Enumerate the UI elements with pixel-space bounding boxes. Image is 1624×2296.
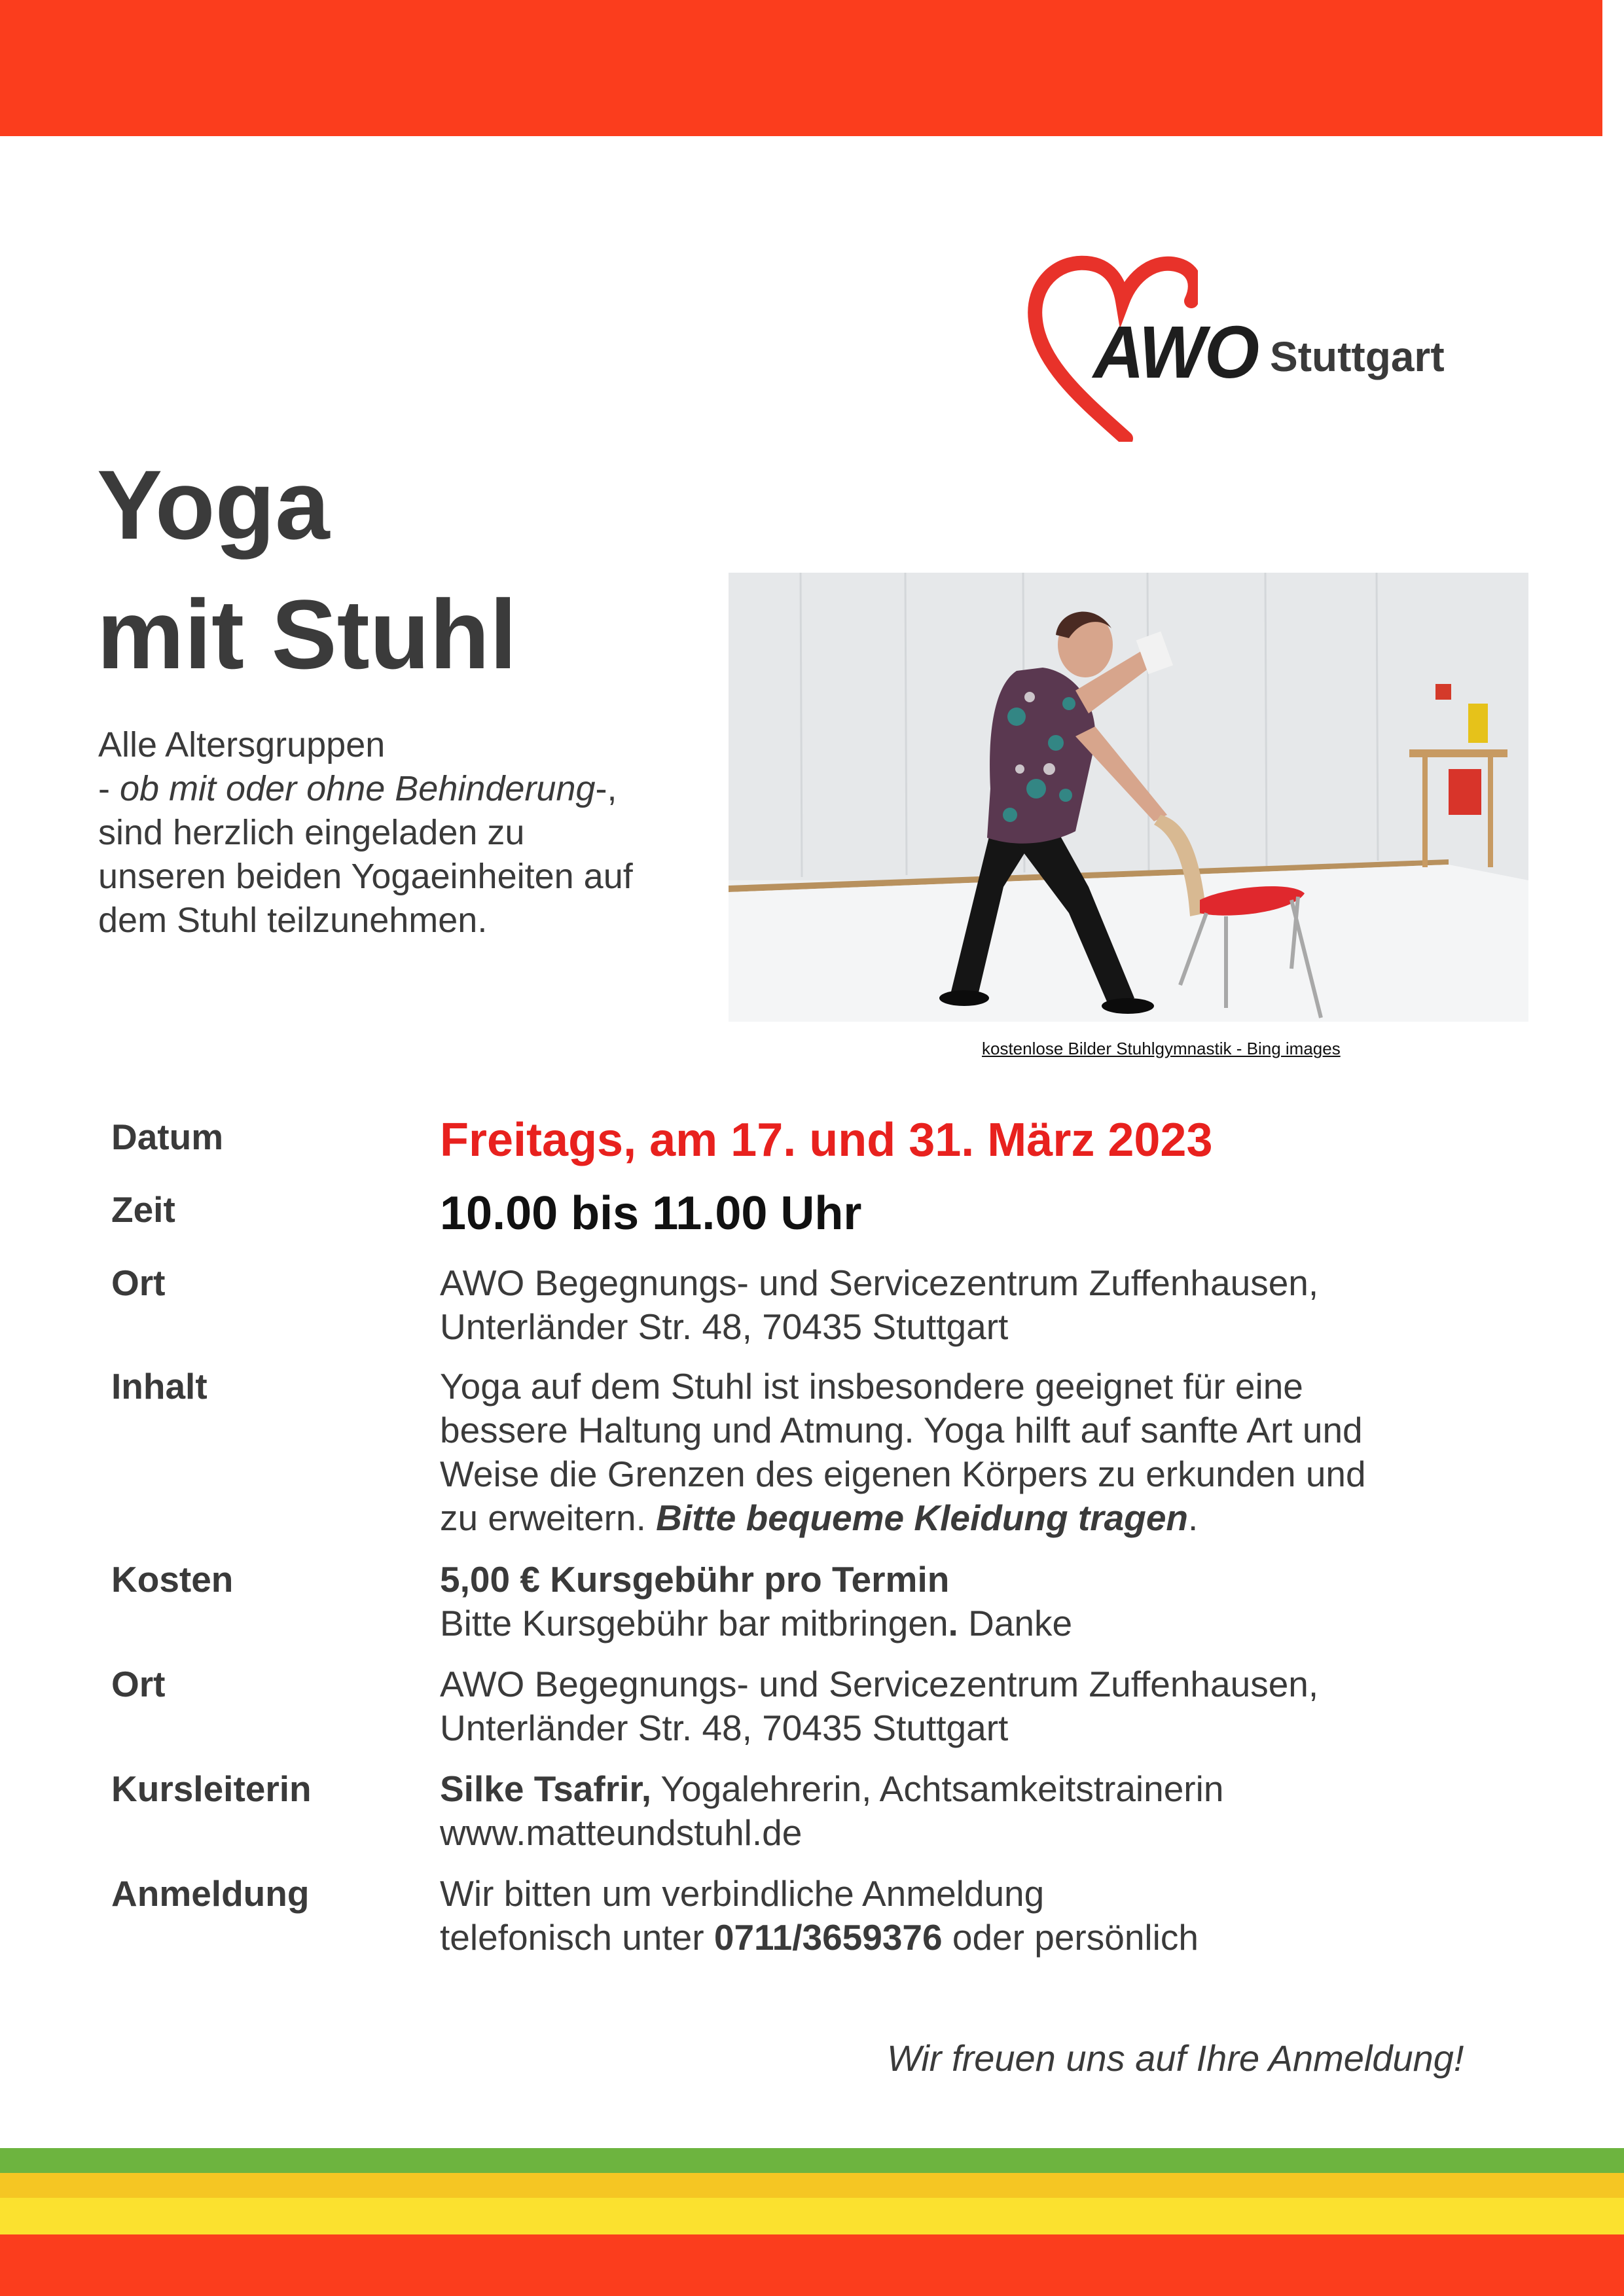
chair-yoga-photo — [729, 573, 1528, 1022]
photo-credit-link[interactable]: kostenlose Bilder Stuhlgymnastik - Bing images — [982, 1039, 1341, 1058]
label-zeit: Zeit — [111, 1189, 175, 1230]
label-ort-1: Ort — [111, 1263, 166, 1303]
page-title — [97, 440, 517, 699]
photo-illustration — [729, 573, 1528, 1022]
label-kursleiterin: Kursleiterin — [111, 1768, 312, 1809]
intro-line: sind herzlich eingeladen zu — [98, 813, 525, 852]
value-kosten: 5,00 € Kursgebühr pro Termin Bitte Kursgebühr bar mitbringen. Danke — [440, 1559, 1073, 1643]
intro-paragraph — [98, 723, 720, 942]
awo-logo — [1028, 255, 1473, 442]
value-kursleiterin: Silke Tsafrir, Yogalehrerin, Achtsamkeitstrainerin www.matteundstuhl.de — [440, 1767, 1223, 1855]
value-ort-2: AWO Begegnungs- und Servicezentrum Zuffenhausen, Unterländer Str. 48, 70435 Stuttgart — [440, 1664, 1319, 1748]
logo-city-text: Stuttgart — [1270, 333, 1445, 380]
value-inhalt: Yoga auf dem Stuhl ist insbesondere geeignet für eine bessere Haltung und Atmung. Yoga hilft auf sanfte Art und Weise die Grenzen des eigenen Körpers zu erkunden und zu erweitern. Bitte bequeme Kleidung tragen. — [440, 1366, 1366, 1538]
bottom-light-yellow-stripe — [0, 2198, 1624, 2234]
label-datum: Datum — [111, 1117, 224, 1157]
intro-line: - ob mit oder ohne Behinderung-, — [98, 769, 617, 808]
top-red-stripe — [0, 0, 1602, 136]
closing-text: Wir freuen uns auf Ihre Anmeldung! — [887, 2037, 1464, 2079]
value-datum: Freitags, am 17. und 31. März 2023 — [440, 1114, 1213, 1166]
title-line-2: mit Stuhl — [97, 579, 517, 689]
phone-number: 0711/3659376 — [713, 1917, 943, 1958]
website-link[interactable]: www.matteundstuhl.de — [440, 1812, 803, 1853]
label-kosten: Kosten — [111, 1559, 234, 1600]
label-anmeldung: Anmeldung — [111, 1873, 310, 1914]
intro-line: unseren beiden Yogaeinheiten auf — [98, 857, 633, 896]
label-ort-2: Ort — [111, 1664, 166, 1704]
intro-line: Alle Altersgruppen — [98, 725, 386, 764]
label-inhalt: Inhalt — [111, 1366, 208, 1407]
bottom-yellow-stripe — [0, 2173, 1624, 2198]
bottom-green-stripe — [0, 2148, 1624, 2173]
title-line-1: Yoga — [97, 450, 330, 560]
value-ort-1: AWO Begegnungs- und Servicezentrum Zuffenhausen, Unterländer Str. 48, 70435 Stuttgart — [440, 1263, 1319, 1347]
value-zeit: 10.00 bis 11.00 Uhr — [440, 1187, 862, 1240]
value-anmeldung: Wir bitten um verbindliche Anmeldung telefonisch unter 0711/3659376 oder persönlich — [440, 1873, 1199, 1958]
bottom-red-stripe — [0, 2234, 1624, 2296]
intro-line: dem Stuhl teilzunehmen. — [98, 901, 488, 940]
logo-brand-text: AWO — [1093, 310, 1258, 394]
